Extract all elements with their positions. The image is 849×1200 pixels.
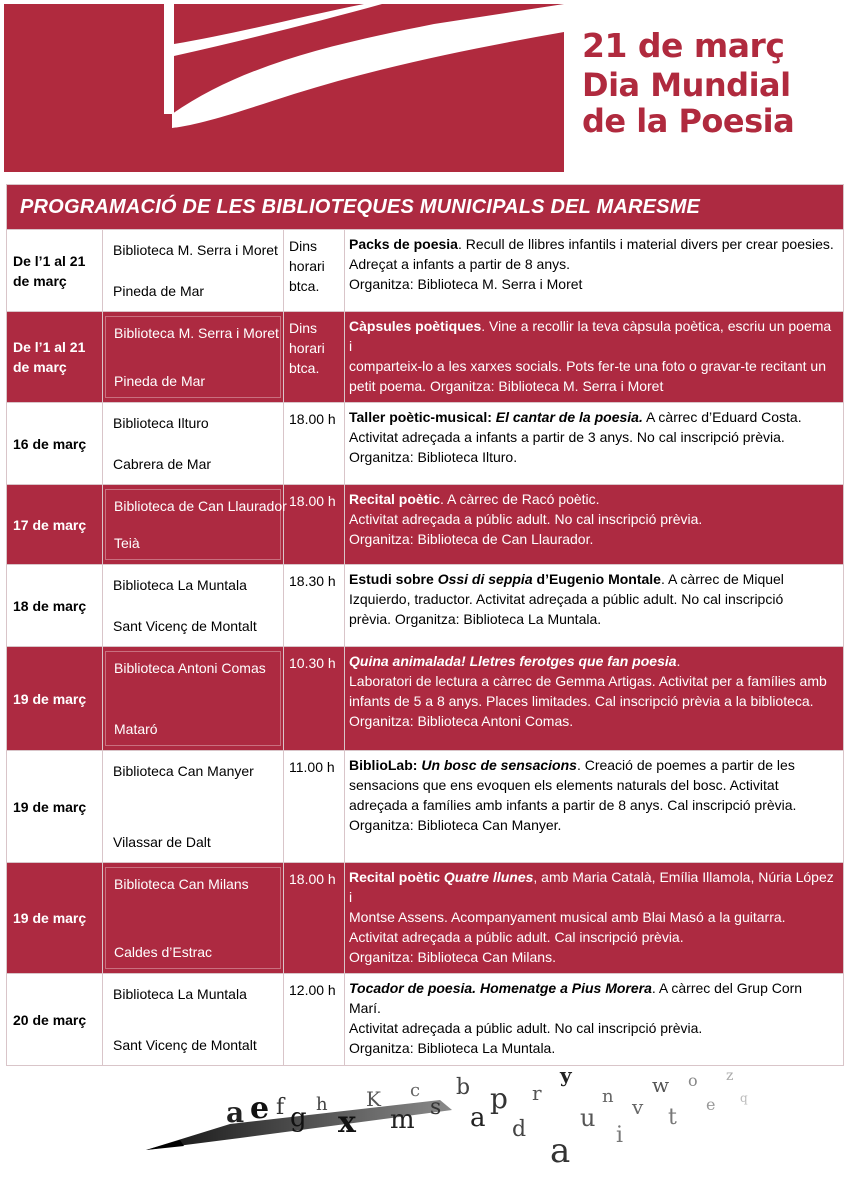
svg-text:g: g: [290, 1103, 307, 1133]
description-text: Organitza: Biblioteca M. Serra i Moret: [349, 276, 583, 292]
description-text: Organitza: Biblioteca Can Manyer.: [349, 817, 562, 833]
svg-text:r: r: [532, 1081, 542, 1105]
description-text: . Creació de poemes a partir de les: [576, 757, 795, 773]
description-text: Quina animalada! Lletres ferotges que fan poesia: [349, 653, 677, 669]
description-line: [349, 376, 837, 396]
table-row: [7, 647, 844, 751]
description-line: [349, 671, 837, 691]
library-town: Vilassar de Dalt: [113, 834, 211, 850]
description-text: , amb Maria Català, Emília Illamola, Núria López i: [349, 869, 834, 905]
description-line: [349, 755, 837, 775]
description-line: [349, 274, 837, 294]
description-text: Ossi di seppia: [437, 571, 533, 587]
description-text: Activitat adreçada a públic adult. Cal inscripció prèvia.: [349, 929, 684, 945]
description-line: [349, 509, 837, 529]
description-line: [349, 947, 837, 967]
library-town: Cabrera de Mar: [113, 456, 212, 472]
description-text: adreçada a famílies amb infants a partir de 8 anys. Cal inscripció prèvia.: [349, 797, 797, 813]
svg-text:h: h: [316, 1094, 328, 1115]
svg-text:i: i: [616, 1123, 624, 1148]
event-time: 18.00 h: [284, 403, 345, 485]
description-line: [349, 795, 837, 815]
description-text: Un bosc de sensacions: [421, 757, 577, 773]
description-text: Activitat adreçada a infants a partir de 3 anys. No cal inscripció prèvia.: [349, 429, 785, 445]
description-text: . A càrrec de Miquel: [660, 571, 784, 587]
event-description: [345, 863, 844, 974]
svg-text:a: a: [470, 1103, 486, 1133]
description-line: [349, 1018, 837, 1038]
library-name: Biblioteca La Muntala: [113, 577, 247, 593]
svg-text:m: m: [390, 1105, 415, 1135]
svg-text:e: e: [706, 1095, 716, 1114]
description-line: [349, 427, 837, 447]
description-line: [349, 978, 837, 1018]
event-date: 17 de març: [7, 485, 103, 565]
library-town: Sant Vicenç de Montalt: [113, 618, 257, 634]
description-text: Organitza: Biblioteca Ilturo.: [349, 449, 518, 465]
event-description: [345, 312, 844, 403]
library-town: Sant Vicenç de Montalt: [113, 1037, 257, 1053]
description-text: Laboratori de lectura a càrrec de Gemma Artigas. Activitat per a famílies amb: [349, 673, 827, 689]
banner-date: 21 de març: [582, 26, 785, 65]
svg-text:y: y: [560, 1066, 572, 1087]
description-text: prèvia. Organitza: Biblioteca La Muntala.: [349, 611, 602, 627]
library-town: Caldes d’Estrac: [114, 944, 213, 960]
library-name: Biblioteca M. Serra i Moret: [114, 325, 279, 341]
event-library-cell: [103, 565, 284, 647]
description-line: [349, 927, 837, 947]
library-name: Biblioteca de Can Llaurador: [114, 498, 287, 514]
library-box: [105, 569, 281, 642]
library-town: Mataró: [114, 721, 158, 737]
library-box: [105, 755, 281, 858]
svg-text:a: a: [550, 1131, 571, 1171]
library-box: [105, 651, 281, 746]
description-text: Activitat adreçada a públic adult. No cal inscripció prèvia.: [349, 1020, 703, 1036]
event-time: 18.00 h: [284, 485, 345, 565]
description-text: A càrrec d’Eduard Costa.: [642, 409, 802, 425]
event-time: 11.00 h: [284, 751, 345, 863]
event-date: 19 de març: [7, 751, 103, 863]
table-title-cell: [7, 185, 844, 230]
event-description: [345, 647, 844, 751]
event-date: 19 de març: [7, 863, 103, 974]
svg-text:a: a: [226, 1096, 245, 1129]
description-line: [349, 234, 837, 254]
description-line: [349, 569, 837, 589]
event-library-cell: [103, 974, 284, 1066]
library-box: [105, 867, 281, 969]
description-line: [349, 609, 837, 629]
table-row: [7, 974, 844, 1066]
program-table: [6, 184, 844, 1066]
library-name: Biblioteca La Muntala: [113, 986, 247, 1002]
header-banner: [4, 4, 843, 172]
description-line: [349, 316, 837, 356]
banner-heading-line2: de la Poesia: [582, 102, 795, 140]
description-line: [349, 529, 837, 549]
library-town: Teià: [114, 535, 140, 551]
library-town: Pineda de Mar: [113, 283, 205, 299]
svg-text:n: n: [602, 1086, 614, 1107]
description-text: Càpsules poètiques: [349, 318, 482, 334]
description-text: .: [676, 653, 681, 669]
description-line: [349, 691, 837, 711]
description-text: sensacions que ens evoquen els elements naturals del bosc. Activitat: [349, 777, 779, 793]
description-text: . A càrrec de Racó poètic.: [440, 491, 600, 507]
page-title: PROGRAMACIÓ DE LES BIBLIOTEQUES MUNICIPALS DEL MARESME: [20, 195, 701, 218]
description-text: Organitza: Biblioteca Antoni Comas.: [349, 713, 574, 729]
svg-text:u: u: [580, 1104, 596, 1132]
description-text: Recital poètic: [349, 869, 444, 885]
library-name: Biblioteca Can Manyer: [113, 763, 254, 779]
library-name: Biblioteca M. Serra i Moret: [113, 242, 278, 258]
description-text: Tocador de poesia. Homenatge a Pius Morera: [349, 980, 652, 996]
event-library-cell: [103, 485, 287, 565]
description-text: Organitza: Biblioteca La Muntala.: [349, 1040, 556, 1056]
svg-text:x: x: [338, 1105, 356, 1140]
description-line: [349, 867, 837, 907]
event-library-cell: [103, 403, 284, 485]
svg-text:q: q: [740, 1091, 748, 1105]
description-text: Izquierdo, traductor. Activitat adreçada a públic adult. No cal inscripció: [349, 591, 784, 607]
event-library-cell: [103, 230, 284, 312]
event-time: Dins horari btca.: [284, 230, 345, 312]
description-text: Quatre llunes: [443, 869, 534, 885]
svg-text:p: p: [490, 1082, 508, 1115]
svg-text:w: w: [652, 1073, 670, 1097]
event-description: [345, 751, 844, 863]
description-line: [349, 1038, 837, 1058]
svg-text:o: o: [688, 1071, 698, 1090]
svg-text:f: f: [276, 1095, 285, 1120]
event-description: [345, 974, 844, 1066]
description-text: Estudi sobre: [349, 571, 438, 587]
description-line: [349, 407, 837, 427]
svg-text:c: c: [410, 1080, 421, 1101]
library-name: Biblioteca Ilturo: [113, 415, 209, 431]
svg-text:t: t: [668, 1105, 677, 1130]
event-time: 18.30 h: [284, 565, 345, 647]
library-box: [105, 316, 281, 398]
library-name: Biblioteca Antoni Comas: [114, 660, 266, 676]
description-text: Taller poètic-musical:: [349, 409, 496, 425]
description-line: [349, 489, 837, 509]
event-description: [345, 403, 844, 485]
table-row: [7, 403, 844, 485]
event-time: 12.00 h: [284, 974, 345, 1066]
description-text: Activitat adreçada a públic adult. No cal inscripció prèvia.: [349, 511, 703, 527]
event-date: 19 de març: [7, 647, 103, 751]
description-line: [349, 711, 837, 731]
table-row: [7, 312, 844, 403]
description-text: . Vine a recollir la teva càpsula poètica, escriu un poema i: [349, 318, 832, 354]
svg-text:d: d: [512, 1117, 527, 1142]
library-box: [105, 489, 287, 560]
svg-text:e: e: [250, 1091, 270, 1126]
banner-heading-line1: Dia Mundial: [582, 66, 791, 104]
description-text: . Recull de llibres infantils i material divers per crear poesies.: [457, 236, 834, 252]
description-text: Adreçat a infants a partir de 8 anys.: [349, 256, 571, 272]
event-time: 10.30 h: [284, 647, 345, 751]
event-time: Dins horari btca.: [284, 312, 345, 403]
event-date: 18 de març: [7, 565, 103, 647]
table-row: [7, 565, 844, 647]
table-row: [7, 485, 844, 565]
description-text: Montse Assens. Acompanyament musical amb Blai Masó a la guitarra.: [349, 909, 786, 925]
event-description: [345, 565, 844, 647]
pencil-letters-illustration-icon: [140, 1066, 760, 1190]
library-name: Biblioteca Can Milans: [114, 876, 249, 892]
event-description: [345, 230, 844, 312]
description-line: [349, 356, 837, 376]
event-date: 20 de març: [7, 974, 103, 1066]
svg-text:b: b: [456, 1075, 471, 1100]
description-text: Organitza: Biblioteca Can Milans.: [349, 949, 556, 965]
description-text: comparteix-lo a les xarxes socials. Pots fer-te una foto o gravar-te recitant un: [349, 358, 826, 374]
event-library-cell: [103, 751, 284, 863]
description-text: d’Eugenio Montale: [532, 571, 661, 587]
description-text: petit poema. Organitza: Biblioteca M. Serra i Moret: [349, 378, 664, 394]
swoosh-logo-icon: [4, 4, 564, 172]
library-town: Pineda de Mar: [114, 373, 206, 389]
event-date: De l’1 al 21 de març: [7, 230, 103, 312]
description-line: [349, 907, 837, 927]
table-row: [7, 230, 844, 312]
description-text: infants de 5 a 8 anys. Places limitades. Cal inscripció prèvia a la biblioteca.: [349, 693, 814, 709]
library-box: [105, 407, 281, 480]
banner-title-panel: [564, 4, 843, 172]
description-text: El cantar de la poesia.: [495, 409, 643, 425]
library-box: [105, 978, 281, 1061]
description-line: [349, 447, 837, 467]
svg-text:K: K: [366, 1087, 381, 1111]
event-library-cell: [103, 312, 284, 403]
description-text: Recital poètic: [349, 491, 441, 507]
svg-text:v: v: [632, 1095, 644, 1119]
description-line: [349, 815, 837, 835]
description-line: [349, 651, 837, 671]
event-date: De l’1 al 21 de març: [7, 312, 103, 403]
description-line: [349, 775, 837, 795]
event-time: 18.00 h: [284, 863, 345, 974]
svg-text:s: s: [430, 1095, 442, 1120]
description-text: Organitza: Biblioteca de Can Llaurador.: [349, 531, 594, 547]
description-line: [349, 589, 837, 609]
event-library-cell: [103, 863, 284, 974]
event-date: 16 de març: [7, 403, 103, 485]
description-text: Packs de poesia: [349, 236, 458, 252]
description-line: [349, 254, 837, 274]
table-row: [7, 751, 844, 863]
description-text: . A càrrec del Grup Corn Marí.: [349, 980, 803, 1016]
library-box: [105, 234, 281, 307]
event-library-cell: [103, 647, 284, 751]
svg-text:z: z: [726, 1068, 734, 1084]
description-text: BiblioLab:: [349, 757, 422, 773]
table-row: [7, 863, 844, 974]
event-description: [345, 485, 844, 565]
